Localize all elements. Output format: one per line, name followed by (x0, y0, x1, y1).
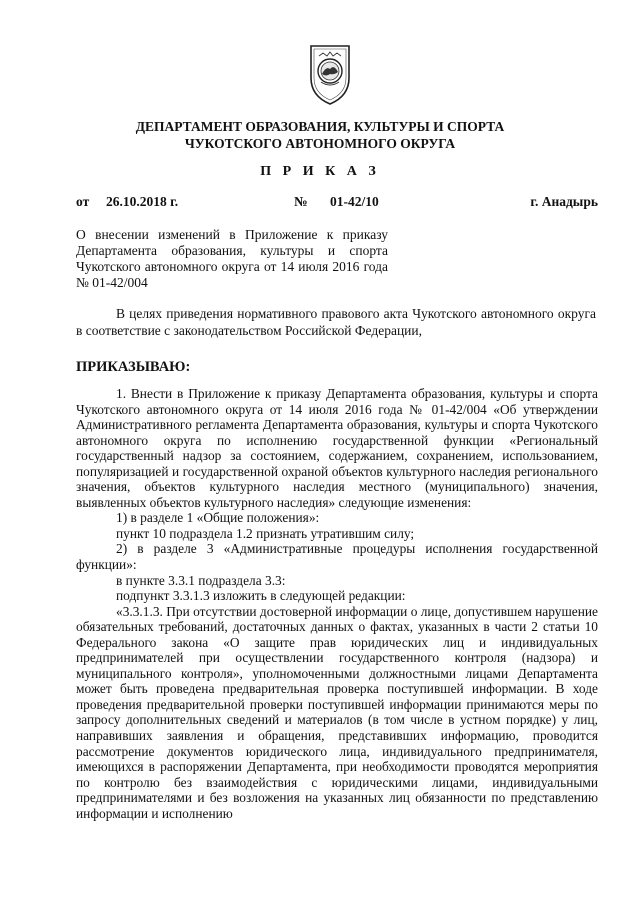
document-type: П Р И К А З (260, 164, 380, 179)
order-date: 26.10.2018 г. (106, 194, 179, 209)
department-name (0, 118, 640, 152)
order-place: г. Анадырь (530, 194, 598, 209)
paragraph-section-1: 1) в разделе 1 «Общие положения»: (116, 510, 320, 526)
department-name-line2: ЧУКОТСКОГО АВТОНОМНОГО ОКРУГА (184, 136, 456, 151)
order-subject: О внесении изменений в Приложение к приказу Департамента образования, культуры и спорта Чукотского автономного округа от 14 июля 2016 года № 01-42/004 (76, 227, 388, 290)
coat-of-arms-icon (305, 44, 355, 106)
paragraph-subpoint: подпункт 3.3.1.3 изложить в следующей редакции: (116, 588, 406, 604)
preamble: В целях приведения нормативного правового акта Чукотского автономного округа в соответствие с законодательством Российской Федерации, (76, 306, 596, 338)
paragraph-point-3-3-1: в пункте 3.3.1 подраздела 3.3: (116, 572, 286, 588)
paragraph-item-1: 1. Внести в Приложение к приказу Департамента образования, культуры и спорта Чукотского автономного округа от 14 июля 2016 года № 01-42/004 «Об утверждении Административного регламента Департамента образования, культуры и спорта Чукотского автономного округа по исполнению государственной функции «Региональный государственный надзор за состоянием, содержанием, сохранением, использованием, популяризацией и государственной охраной объектов культурного наследия регионального значения, объектов культурного наследия местного (муниципального) значения, выявленных объектов культурного наследия» следующие изменения: (76, 386, 598, 510)
paragraph-section-3: 2) в разделе 3 «Административные процедуры исполнения государственной функции»: (76, 541, 598, 573)
order-body (76, 386, 598, 821)
department-name-line1: ДЕПАРТАМЕНТ ОБРАЗОВАНИЯ, КУЛЬТУРЫ И СПОРТА (135, 119, 505, 134)
order-number: 01-42/10 (330, 194, 379, 209)
orders-heading: ПРИКАЗЫВАЮ: (76, 359, 191, 375)
number-sign: № (294, 194, 308, 209)
paragraph-point-10: пункт 10 подраздела 1.2 признать утратившим силу; (116, 525, 415, 541)
paragraph-new-wording: «3.3.1.3. При отсутствии достоверной информации о лице, допустившем нарушение обязательных требований, достаточных данных о фактах, указанных в части 2 статьи 10 Федерального закона «О защите прав юридических лиц и индивидуальных предпринимателей при осуществлении государственного контроля (надзора) и муниципального контроля», уполномоченными должностными лицами Департамента может быть проведена предварительная проверка поступившей информации. В ходе проведения предварительной проверки поступившей информации принимаются меры по запросу дополнительных сведений и материалов (в том числе в устном порядке) у лиц, направивших заявления и обращения, представивших информацию, проводится рассмотрение документов юридического лица, индивидуального предпринимателя, имеющихся в распоряжении Департамента, при необходимости проводятся мероприятия по контролю без взаимодействия с юридическими лицами, индивидуальными предпринимателями и без возложения на указанных лиц обязанности по представлению информации и исполнению (76, 603, 598, 821)
date-prefix: от (76, 194, 90, 209)
